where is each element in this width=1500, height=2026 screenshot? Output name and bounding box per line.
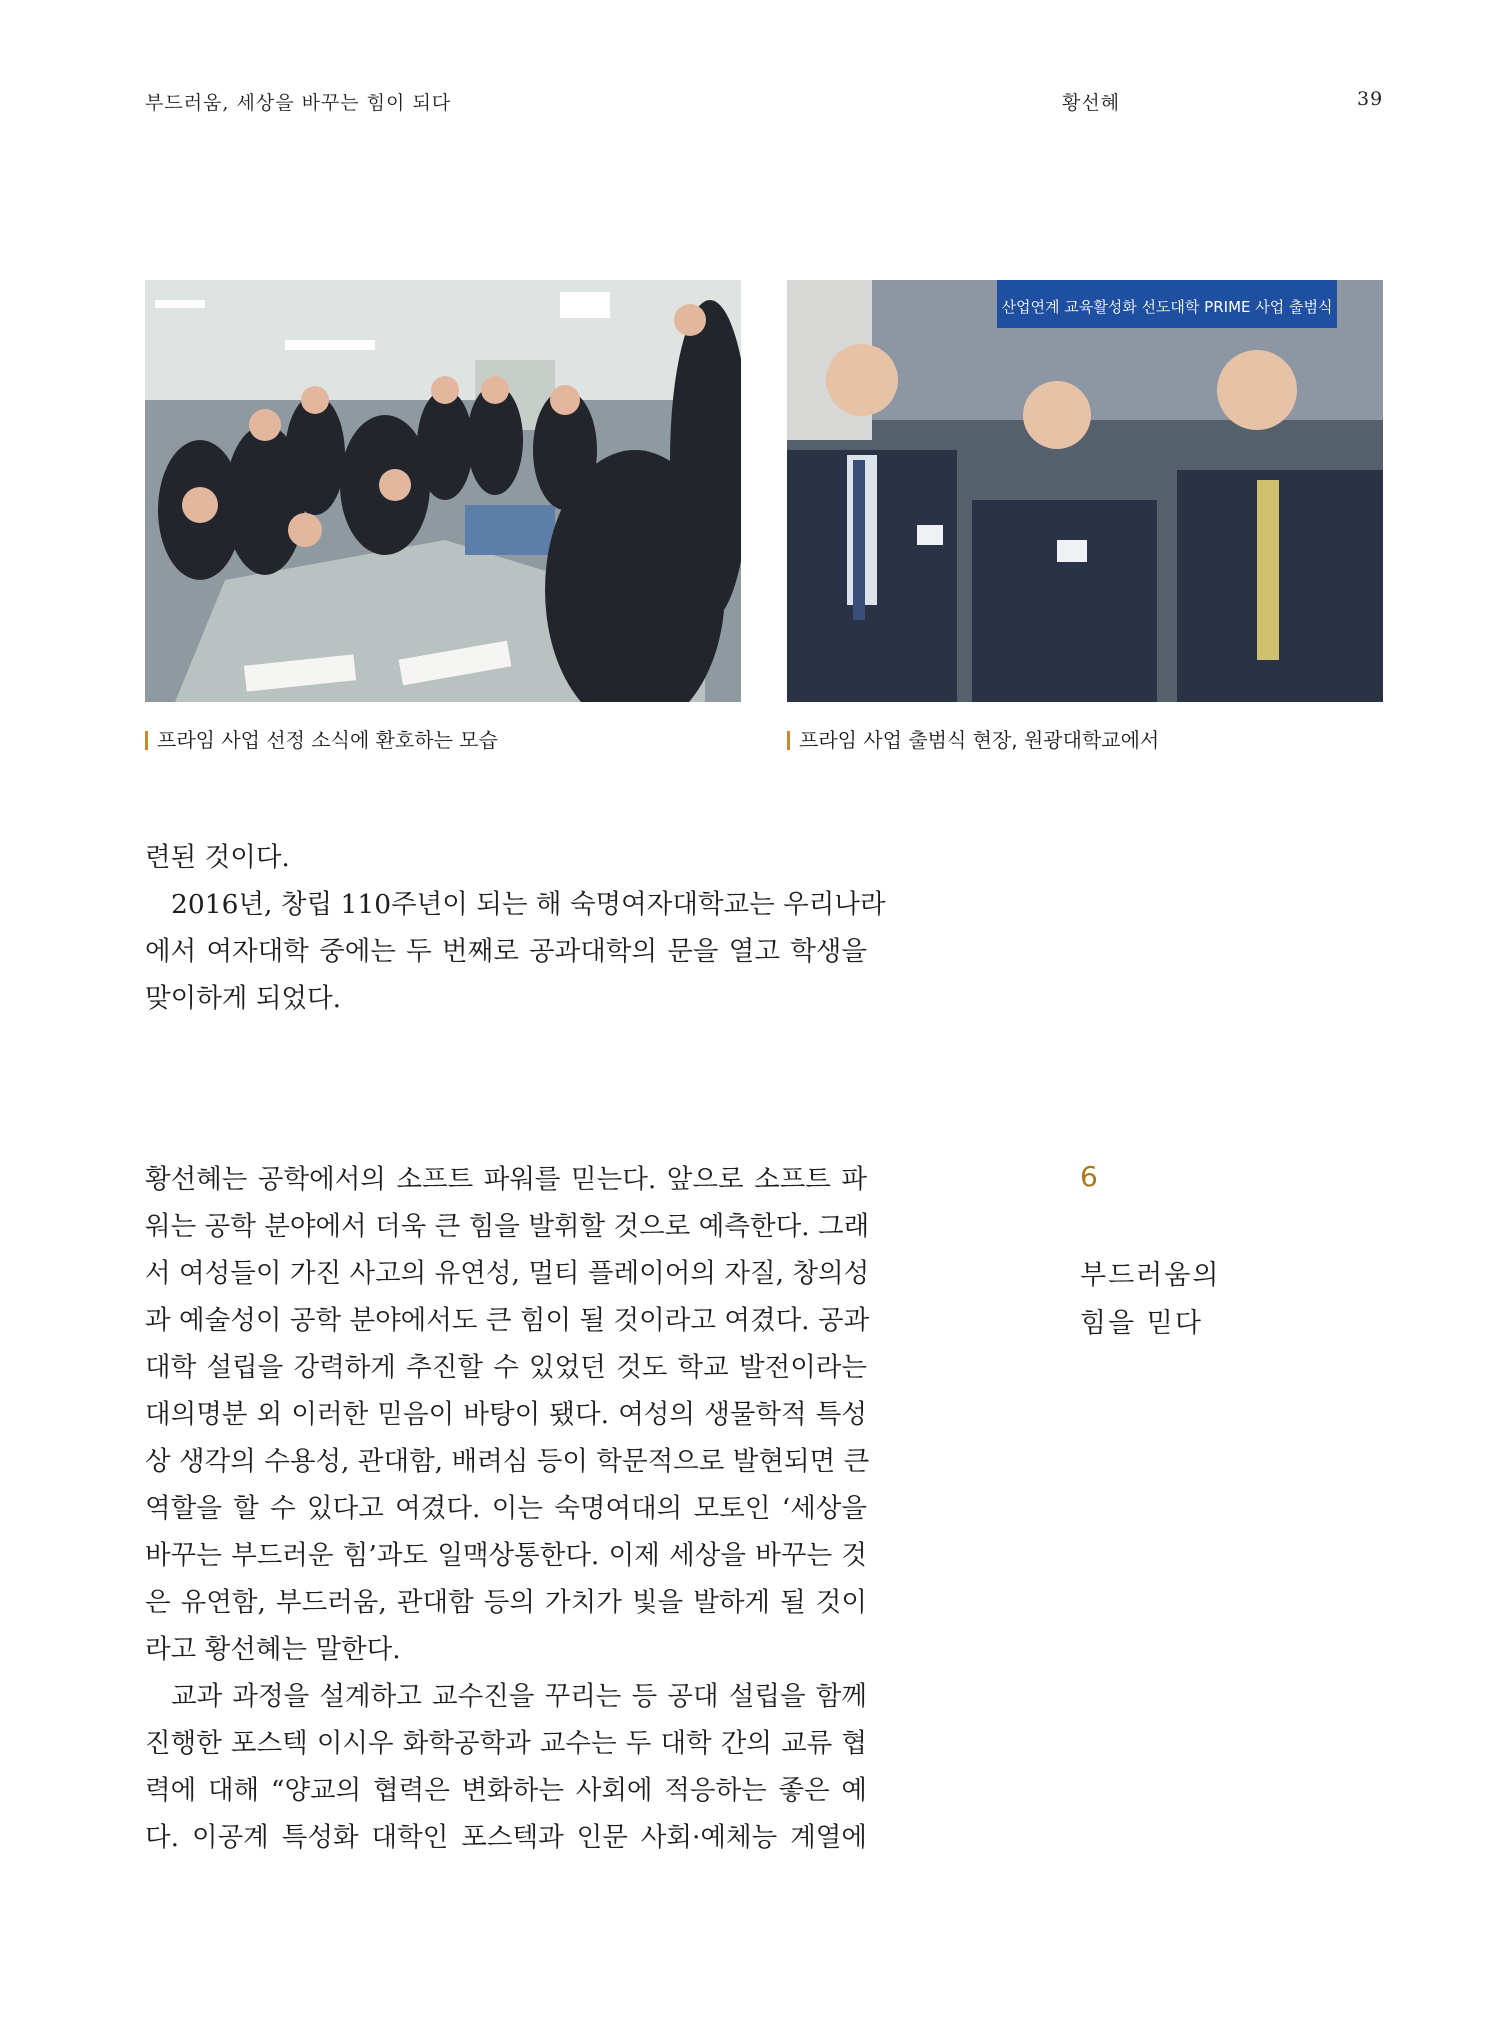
photo-caption-right [787,724,1159,753]
caption-text: 프라임 사업 출범식 현장, 원광대학교에서 [799,728,1160,752]
text-line: 교과 과정을 설계하고 교수진을 꾸리는 등 공대 설립을 함께 [171,1681,867,1712]
caption-bar [787,731,790,750]
page-number: 39 [1357,88,1384,110]
text-line: 상 생각의 수용성, 관대함, 배려심 등이 학문적으로 발현되면 큰 [145,1446,870,1477]
text-line: 맞이하게 되었다. [145,983,342,1014]
text-line: 황선혜는 공학에서의 소프트 파워를 믿는다. 앞으로 소프트 파 [145,1164,867,1195]
text-line: 역할을 할 수 있다고 여겼다. 이는 숙명여대의 모토인 ‘세상을 [145,1493,867,1524]
running-header-title: 부드러움, 세상을 바꾸는 힘이 되다 [145,92,452,114]
photo-applause-illustration [145,280,741,702]
photo-ceremony-illustration [787,280,1383,702]
text-line: 2016년, 창립 110주년이 되는 해 숙명여자대학교는 우리나라 [171,889,886,920]
section-number: 6 [1080,1160,1098,1193]
caption-bar [145,731,148,750]
text-line: 대학 설립을 강력하게 추진할 수 있었던 것도 학교 발전이라는 [145,1352,867,1383]
text-line: 워는 공학 분야에서 더욱 큰 힘을 발휘할 것으로 예측한다. 그래 [145,1211,870,1242]
text-line: 바꾸는 부드러운 힘’과도 일맥상통한다. 이제 세상을 바꾸는 것 [145,1540,867,1571]
text-line: 은 유연함, 부드러움, 관대함 등의 가치가 빛을 발하게 될 것이 [145,1587,867,1618]
photo-applause [145,280,741,702]
section-title-line: 힘을 믿다 [1080,1308,1203,1339]
text-line: 라고 황선혜는 말한다. [145,1634,401,1665]
section-title-line: 부드러움의 [1080,1260,1221,1291]
banner-text: 산업연계 교육활성화 선도대학 PRIME 사업 출범식 [1001,298,1333,316]
text-line: 진행한 포스텍 이시우 화학공학과 교수는 두 대학 간의 교류 협 [145,1728,867,1759]
running-header-author: 황선혜 [1062,92,1121,114]
body-paragraph-main [145,1156,870,1861]
text-line: 서 여성들이 가진 사고의 유연성, 멀티 플레이어의 자질, 창의성 [145,1258,870,1289]
photo-ceremony [787,280,1383,702]
text-line: 력에 대해 “양교의 협력은 변화하는 사회에 적응하는 좋은 예 [145,1775,867,1806]
text-line: 과 예술성이 공학 분야에서도 큰 힘이 될 것이라고 여겼다. 공과 [145,1305,870,1336]
caption-text: 프라임 사업 선정 소식에 환호하는 모습 [157,728,498,752]
text-line: 련된 것이다. [145,842,290,873]
text-line: 다. 이공계 특성화 대학인 포스텍과 인문 사회·예체능 계열에 [145,1822,867,1853]
photo-caption-left [145,724,498,753]
text-line: 에서 여자대학 중에는 두 번째로 공과대학의 문을 열고 학생을 [145,936,867,967]
section-title [1080,1252,1220,1348]
body-paragraph-top [145,834,886,1022]
text-line: 대의명분 외 이러한 믿음이 바탕이 됐다. 여성의 생물학적 특성 [145,1399,867,1430]
